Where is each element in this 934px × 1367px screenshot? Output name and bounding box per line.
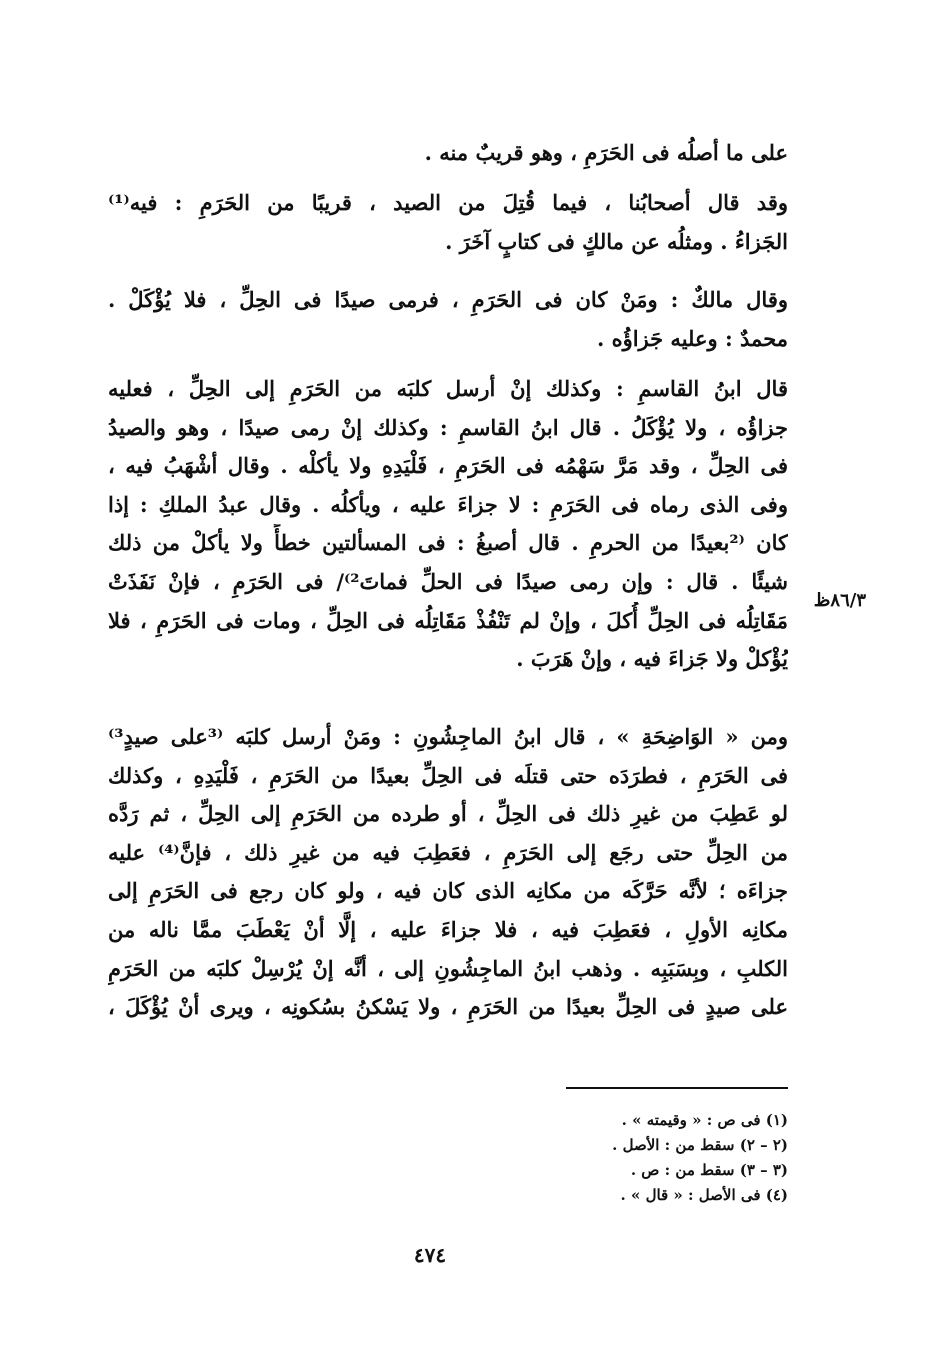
paragraph-4 <box>108 370 788 679</box>
text-line: الكلبِ ، وبِسَبَبِه . وذهب ابنُ الماجِشُونِ إلى ، أنَّه إنْ يُرْسِلْ كلبَه من الحَرَمِ <box>108 955 788 981</box>
text-line: على صيدٍ فى الحِلِّ بعيدًا من الحَرَمِ ، ولا يَسْكنُ بسُكونِه ، ويرى أنْ يُؤْكَلَ ، <box>108 994 788 1020</box>
text-line: جزاؤُه ، ولا يُؤْكَلُ . قال ابنُ القاسمِ : وكذلك إنْ رمى صيدًا ، وهو والصيدُ <box>108 414 788 440</box>
footnote: (٤) فى الأصل : « قال » . <box>620 1186 788 1204</box>
text-line: مَقَاتِلُه فى الحِلِّ أُكلَ ، وإنْ لم تَنْفُذْ مَقَاتِلُه فى الحِلِّ ، ومات فى الحَرَمِ ، فلا <box>108 607 788 633</box>
text-line: ومن « الوَاضِحَةِ » ، قال ابنُ الماجِشُونِ : ومَنْ أرسل كلبَه ⁽³على صيدٍ³⁾ <box>108 724 788 749</box>
paragraph-3 <box>108 281 788 358</box>
footnote-divider <box>566 1087 788 1089</box>
text-line: فى الحِلِّ ، وقد مَرَّ سَهْمُه فى الحَرَمِ ، فَلْيَدِهِ ولا يأكلْه . وقال أشْهَبُ فيه ، <box>108 453 788 479</box>
text-line: وقد قال أصحابُنا ، فيما قُتِلَ من الصيد ، قريبًا من الحَرَمِ : فيه⁽¹⁾ <box>108 190 788 215</box>
text-line: لو عَطِبَ من غيرِ ذلك فى الحِلِّ ، أو طرده من الحَرَمِ إلى الحِلِّ ، ثم رَدَّه <box>108 801 788 827</box>
footnote: (١) فى ص : « وقيمته » . <box>621 1111 788 1129</box>
text-line: فى الحَرَمِ ، فطرَدَه حتى قتلَه فى الحِلِّ بعيدًا من الحَرَمِ ، فَلْيَدِهِ ، وكذلك <box>108 762 788 788</box>
paragraph-5 <box>108 718 788 1027</box>
manuscript-folio-marker: ٨٦/٣ظ <box>813 590 866 611</box>
text-line: كان ⁽²بعيدًا من الحرمِ . قال أصبغُ : فى المسألتين خطأً ولا يأكلْ من ذلك <box>108 530 788 556</box>
footnotes <box>440 1108 788 1208</box>
text-line: من الحِلِّ حتى رجَع إلى الحَرَمِ ، فعَطِبَ فيه من غيرِ ذلك ، فإنَّ⁽⁴⁾ عليه <box>108 839 788 865</box>
text-line: على ما أصلُه فى الحَرَمِ ، وهو قريبٌ منه . <box>424 140 788 165</box>
text-line: وقال مالكٌ : ومَنْ كان فى الحَرَمِ ، فرمى صيدًا فى الحِلِّ ، فلا يُؤْكَلْ . <box>108 287 788 312</box>
text-line: قال ابنُ القاسمِ : وكذلك إنْ أرسل كلبَه من الحَرَمِ إلى الحِلِّ ، فعليه <box>108 376 788 401</box>
page-number: ٤٧٤ <box>413 1243 447 1267</box>
text-line: جزاءَه ؛ لأنَّه حَرَّكَه من مكانِه الذى كان فيه ، ولو كان رجع فى الحَرَمِ إلى <box>108 878 788 904</box>
footnote: (٣ – ٣) سقط من : ص . <box>630 1161 788 1179</box>
text-line: يُؤْكلْ ولا جَزاءَ فيه ، وإنْ هَرَبَ . <box>516 646 788 672</box>
text-line: مكانِه الأولِ ، فعَطِبَ فيه ، فلا جزاءَ عليه ، إلَّا أنْ يَعْطَبَ ممَّا ناله من <box>108 916 788 942</box>
text-line: وفى الذى رماه فى الحَرَمِ : لا جزاءَ عليه ، ويأكلُه . وقال عبدُ الملكِ : إذا <box>108 491 788 517</box>
footnote: (٢ – ٢) سقط من : الأصل . <box>612 1136 788 1154</box>
text-line: محمدٌ : وعليه جَزاؤُه . <box>596 325 788 351</box>
paragraph-2 <box>108 184 788 261</box>
paragraph-1 <box>108 134 788 173</box>
text-line: الجَزاءُ . ومثلُه عن مالكٍ فى كتابٍ آخَرَ . <box>445 228 788 254</box>
text-line: شيئًا . قال : وإن رمى صيدًا فى الحلِّ فماتَ²⁾/ فى الحَرَمِ ، فإنْ نَفَذَتْ <box>108 568 788 594</box>
